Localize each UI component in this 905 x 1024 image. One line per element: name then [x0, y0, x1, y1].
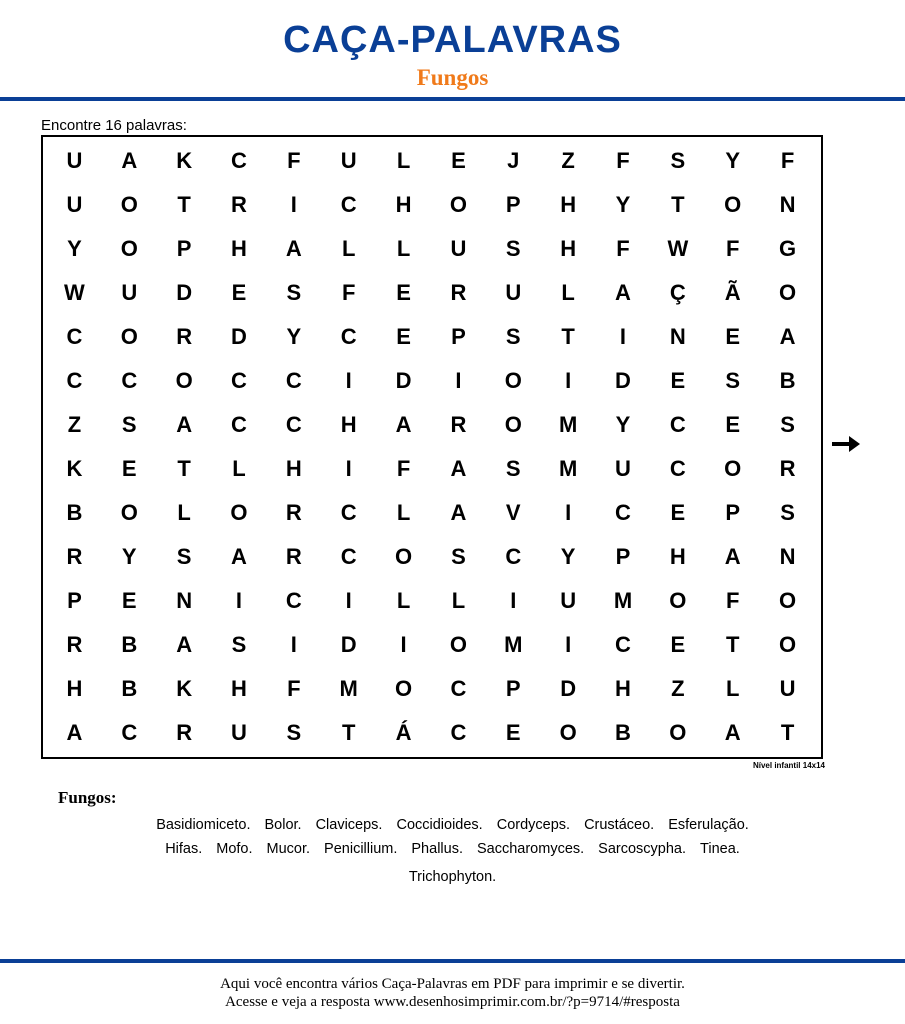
grid-letter[interactable]: O	[669, 588, 687, 613]
grid-letter[interactable]: E	[451, 148, 466, 173]
grid-letter[interactable]: O	[669, 720, 687, 745]
grid-letter[interactable]: S	[505, 456, 521, 481]
word-list-item: Mucor.	[266, 841, 311, 857]
grid-letter[interactable]: L	[232, 456, 246, 481]
grid-letter[interactable]: C	[340, 544, 357, 569]
word-search-grid	[41, 135, 823, 759]
grid-letter[interactable]: V	[505, 500, 521, 525]
grid-letter[interactable]: F	[396, 456, 411, 481]
grid-letter[interactable]: O	[175, 368, 193, 393]
grid-letter[interactable]: D	[395, 368, 412, 393]
grid-letter[interactable]: S	[286, 280, 302, 305]
grid-letter[interactable]: F	[287, 676, 301, 701]
grid-letter[interactable]: N	[779, 192, 796, 217]
instructions: Encontre 16 palavras:	[41, 117, 187, 134]
grid-letter[interactable]: A	[285, 236, 302, 261]
grid-letter[interactable]: U	[121, 280, 138, 305]
grid-letter[interactable]: D	[231, 324, 247, 349]
grid-letter[interactable]: S	[286, 720, 302, 745]
letter-grid	[43, 137, 821, 757]
grid-letter[interactable]: I	[290, 192, 297, 217]
grid-letter[interactable]: R	[450, 412, 467, 437]
grid-letter[interactable]: Z	[671, 676, 685, 701]
grid-letter[interactable]: Y	[615, 412, 631, 437]
grid-letter[interactable]: C	[669, 412, 686, 437]
grid-letter[interactable]: I	[235, 588, 243, 613]
grid-letter[interactable]: A	[176, 632, 193, 657]
grid-letter[interactable]: K	[66, 456, 83, 481]
grid-letter[interactable]: O	[779, 632, 797, 657]
grid-letter[interactable]: O	[779, 588, 797, 613]
grid-letter[interactable]: I	[619, 324, 627, 349]
grid-letter[interactable]: Y	[286, 324, 302, 349]
grid-letter[interactable]: O	[724, 192, 742, 217]
grid-letter[interactable]: O	[230, 500, 248, 525]
grid-letter[interactable]: O	[559, 720, 577, 745]
grid-letter[interactable]: O	[449, 632, 467, 657]
page-subtitle: Fungos	[416, 65, 489, 90]
grid-letter[interactable]: M	[613, 588, 633, 613]
grid-letter[interactable]: N	[779, 544, 796, 569]
grid-letter[interactable]: H	[669, 544, 686, 569]
grid-letter[interactable]: C	[231, 148, 247, 173]
grid-letter[interactable]: H	[395, 192, 412, 217]
grid-letter[interactable]: O	[395, 676, 413, 701]
grid-letter[interactable]: F	[725, 588, 740, 613]
grid-letter[interactable]: L	[561, 280, 575, 305]
grid-letter[interactable]: C	[615, 500, 631, 525]
grid-letter[interactable]: R	[66, 544, 83, 569]
grid-letter[interactable]: T	[177, 456, 191, 481]
word-list-item: Sarcoscypha.	[598, 841, 687, 857]
grid-letter[interactable]: C	[285, 412, 302, 437]
grid-letter[interactable]: C	[340, 500, 357, 525]
footer-text: Aqui você encontra vários Caça-Palavras em PDF para imprimir e se divertir.	[220, 976, 685, 992]
right-arrow-icon[interactable]	[831, 434, 861, 454]
grid-letter[interactable]: S	[505, 236, 521, 261]
grid-letter[interactable]: C	[340, 324, 357, 349]
grid-letter[interactable]: I	[345, 368, 352, 393]
grid-letter[interactable]: C	[615, 632, 631, 657]
word-list-item: Hifas.	[165, 841, 203, 857]
grid-letter[interactable]: Y	[725, 148, 741, 173]
level-label: Nível infantil 14x14	[752, 761, 825, 770]
grid-letter[interactable]: A	[724, 720, 741, 745]
grid-letter[interactable]: U	[779, 676, 796, 701]
grid-letter[interactable]: D	[560, 676, 577, 701]
grid-letter[interactable]: F	[341, 280, 356, 305]
grid-letter[interactable]: D	[176, 280, 193, 305]
grid-letter[interactable]: P	[176, 236, 192, 261]
grid-letter[interactable]: R	[176, 720, 193, 745]
grid-letter[interactable]: S	[231, 632, 247, 657]
grid-letter[interactable]: M	[339, 676, 358, 701]
grid-letter[interactable]: H	[66, 676, 83, 701]
grid-letter[interactable]: L	[725, 676, 740, 701]
grid-letter[interactable]: C	[285, 368, 302, 393]
grid-letter[interactable]: N	[669, 324, 686, 349]
grid-letter[interactable]: I	[345, 456, 352, 481]
word-list-item: Crustáceo.	[584, 817, 655, 833]
grid-letter[interactable]: E	[670, 632, 686, 657]
grid-letter[interactable]: F	[287, 148, 301, 173]
word-list-heading: Fungos:	[58, 788, 117, 807]
grid-letter[interactable]: W	[667, 236, 689, 261]
word-list-item: Tinea.	[700, 841, 740, 857]
grid-letter[interactable]: F	[780, 148, 795, 173]
grid-letter[interactable]: A	[66, 720, 83, 745]
grid-letter[interactable]: R	[285, 544, 302, 569]
grid-letter[interactable]: U	[66, 148, 83, 173]
word-list-item: Phallus.	[411, 841, 463, 857]
grid-letter[interactable]: C	[669, 456, 686, 481]
grid-letter[interactable]: E	[396, 324, 411, 349]
grid-letter[interactable]: A	[395, 412, 412, 437]
grid-letter[interactable]: S	[780, 500, 795, 525]
grid-letter[interactable]: E	[670, 500, 686, 525]
grid-letter[interactable]: U	[340, 148, 357, 173]
grid-letter[interactable]: H	[231, 676, 247, 701]
grid-letter[interactable]: C	[450, 676, 467, 701]
grid-letter[interactable]: A	[615, 280, 631, 305]
word-list-item: Claviceps.	[315, 817, 383, 833]
grid-letter[interactable]: L	[396, 588, 411, 613]
grid-letter[interactable]: I	[510, 588, 517, 613]
grid-letter[interactable]: I	[455, 368, 462, 393]
grid-letter[interactable]: U	[450, 236, 467, 261]
grid-letter[interactable]: H	[560, 192, 577, 217]
grid-letter[interactable]: S	[121, 412, 137, 437]
grid-letter[interactable]: A	[779, 324, 796, 349]
grid-letter[interactable]: C	[231, 412, 247, 437]
word-list-item: Penicillium.	[324, 841, 398, 857]
grid-letter[interactable]: O	[779, 280, 797, 305]
grid-letter[interactable]: R	[450, 280, 467, 305]
grid-letter[interactable]: F	[616, 236, 630, 261]
word-list-item: Bolor.	[264, 817, 302, 833]
grid-letter[interactable]: B	[779, 368, 796, 393]
word-list-item: Saccharomyces.	[476, 841, 585, 857]
grid-letter[interactable]: P	[505, 192, 521, 217]
word-list-item: Esferulação.	[668, 817, 749, 833]
grid-letter[interactable]: E	[121, 456, 137, 481]
grid-letter[interactable]: S	[176, 544, 192, 569]
grid-letter[interactable]: C	[340, 192, 357, 217]
grid-letter[interactable]: T	[177, 192, 191, 217]
grid-letter[interactable]: Y	[560, 544, 576, 569]
grid-letter[interactable]: L	[396, 148, 411, 173]
grid-letter[interactable]: H	[285, 456, 302, 481]
grid-letter[interactable]: C	[121, 368, 138, 393]
grid-letter[interactable]: O	[395, 544, 413, 569]
grid-letter[interactable]: E	[725, 324, 741, 349]
grid-letter[interactable]: C	[231, 368, 247, 393]
grid-letter[interactable]: T	[341, 720, 356, 745]
grid-letter[interactable]: R	[285, 500, 302, 525]
grid-letter[interactable]: G	[779, 236, 797, 261]
grid-letter[interactable]: H	[560, 236, 577, 261]
grid-letter[interactable]: O	[120, 236, 138, 261]
word-list-item: Trichophyton.	[408, 869, 497, 885]
grid-letter[interactable]: S	[670, 148, 686, 173]
grid-letter[interactable]: S	[780, 412, 795, 437]
word-list-line	[60, 840, 845, 858]
grid-letter[interactable]: O	[120, 192, 138, 217]
grid-letter[interactable]: I	[565, 632, 572, 657]
grid-letter[interactable]: O	[120, 324, 138, 349]
grid-letter[interactable]: H	[231, 236, 247, 261]
grid-letter[interactable]: Ç	[669, 280, 686, 305]
grid-letter[interactable]: T	[780, 720, 795, 745]
grid-letter[interactable]: R	[66, 632, 83, 657]
word-list-item: Cordyceps.	[496, 817, 571, 833]
grid-letter[interactable]: U	[560, 588, 577, 613]
grid-letter[interactable]: C	[450, 720, 467, 745]
grid-letter[interactable]: T	[561, 324, 575, 349]
grid-letter[interactable]: O	[120, 500, 138, 525]
grid-letter[interactable]: T	[725, 632, 740, 657]
grid-letter[interactable]: I	[400, 632, 407, 657]
grid-letter[interactable]: E	[725, 412, 741, 437]
grid-letter[interactable]: D	[340, 632, 357, 657]
grid-letter[interactable]: S	[451, 544, 466, 569]
grid-letter[interactable]: L	[396, 236, 411, 261]
grid-letter[interactable]: H	[615, 676, 631, 701]
grid-letter[interactable]: Á	[395, 720, 412, 745]
grid-letter[interactable]: A	[231, 544, 247, 569]
grid-letter[interactable]: L	[396, 500, 411, 525]
grid-letter[interactable]: E	[670, 368, 686, 393]
word-list-line	[60, 868, 845, 886]
grid-letter[interactable]: E	[505, 720, 521, 745]
grid-letter[interactable]: R	[176, 324, 193, 349]
grid-letter[interactable]: M	[558, 412, 578, 437]
header-divider	[0, 97, 905, 101]
footer-divider	[0, 959, 905, 963]
word-list-item: Basidiomiceto.	[156, 817, 251, 833]
page-title: CAÇA-PALAVRAS	[283, 19, 622, 61]
grid-letter[interactable]: F	[616, 148, 630, 173]
grid-letter[interactable]: O	[504, 412, 522, 437]
grid-letter[interactable]: M	[504, 632, 523, 657]
grid-letter[interactable]: B	[121, 632, 138, 657]
grid-letter[interactable]: C	[285, 588, 302, 613]
grid-letter[interactable]: U	[505, 280, 522, 305]
grid-letter[interactable]: L	[177, 500, 191, 525]
grid-letter[interactable]: I	[565, 368, 572, 393]
grid-letter[interactable]: I	[345, 588, 352, 613]
grid-letter[interactable]: O	[449, 192, 467, 217]
grid-letter[interactable]: Ã	[724, 280, 741, 305]
grid-letter[interactable]: A	[450, 500, 467, 525]
grid-letter[interactable]: H	[340, 412, 357, 437]
grid-letter[interactable]: B	[66, 500, 83, 525]
footer-link-text: Acesse e veja a resposta www.desenhosimprimir.com.br/?p=9714/#resposta	[225, 994, 680, 1010]
grid-letter[interactable]: A	[450, 456, 467, 481]
grid-letter[interactable]: E	[396, 280, 411, 305]
grid-letter[interactable]: Y	[121, 544, 137, 569]
word-list-item: Coccidioides.	[396, 817, 483, 833]
grid-letter[interactable]: C	[66, 324, 83, 349]
grid-letter[interactable]: I	[565, 500, 572, 525]
word-list-line	[60, 816, 845, 834]
grid-letter[interactable]: Z	[561, 148, 575, 173]
grid-letter[interactable]: D	[615, 368, 631, 393]
grid-letter[interactable]: F	[725, 236, 740, 261]
grid-letter[interactable]: P	[67, 588, 82, 613]
grid-letter[interactable]: C	[66, 368, 83, 393]
grid-letter[interactable]: P	[451, 324, 466, 349]
grid-letter[interactable]: U	[66, 192, 83, 217]
grid-letter[interactable]: T	[671, 192, 685, 217]
grid-letter[interactable]: M	[558, 456, 578, 481]
grid-letter[interactable]: L	[341, 236, 356, 261]
word-list-item: Mofo.	[216, 841, 253, 857]
grid-letter[interactable]: U	[231, 720, 247, 745]
grid-letter[interactable]: C	[121, 720, 138, 745]
grid-letter[interactable]: Y	[615, 192, 631, 217]
grid-letter[interactable]: A	[121, 148, 138, 173]
grid-letter[interactable]: A	[176, 412, 193, 437]
grid-letter[interactable]: I	[290, 632, 297, 657]
grid-letter[interactable]: E	[121, 588, 137, 613]
grid-letter[interactable]: E	[231, 280, 247, 305]
grid-letter[interactable]: N	[176, 588, 193, 613]
grid-letter[interactable]: R	[779, 456, 796, 481]
grid-letter[interactable]: B	[121, 676, 138, 701]
grid-letter[interactable]: K	[176, 148, 193, 173]
grid-letter[interactable]: C	[505, 544, 522, 569]
grid-letter[interactable]: B	[615, 720, 631, 745]
grid-letter[interactable]: O	[724, 456, 742, 481]
grid-letter[interactable]: Y	[67, 236, 82, 261]
grid-letter[interactable]: J	[507, 148, 520, 173]
grid-letter[interactable]: S	[725, 368, 741, 393]
grid-letter[interactable]: S	[505, 324, 521, 349]
grid-letter[interactable]: K	[176, 676, 193, 701]
grid-letter[interactable]: O	[504, 368, 522, 393]
grid-letter[interactable]: L	[451, 588, 466, 613]
grid-letter[interactable]: P	[615, 544, 631, 569]
grid-letter[interactable]: A	[724, 544, 741, 569]
grid-letter[interactable]: Z	[67, 412, 82, 437]
grid-letter[interactable]: U	[615, 456, 631, 481]
grid-letter[interactable]: R	[231, 192, 247, 217]
grid-letter[interactable]: P	[725, 500, 741, 525]
grid-letter[interactable]: P	[505, 676, 521, 701]
grid-letter[interactable]: W	[64, 280, 85, 305]
